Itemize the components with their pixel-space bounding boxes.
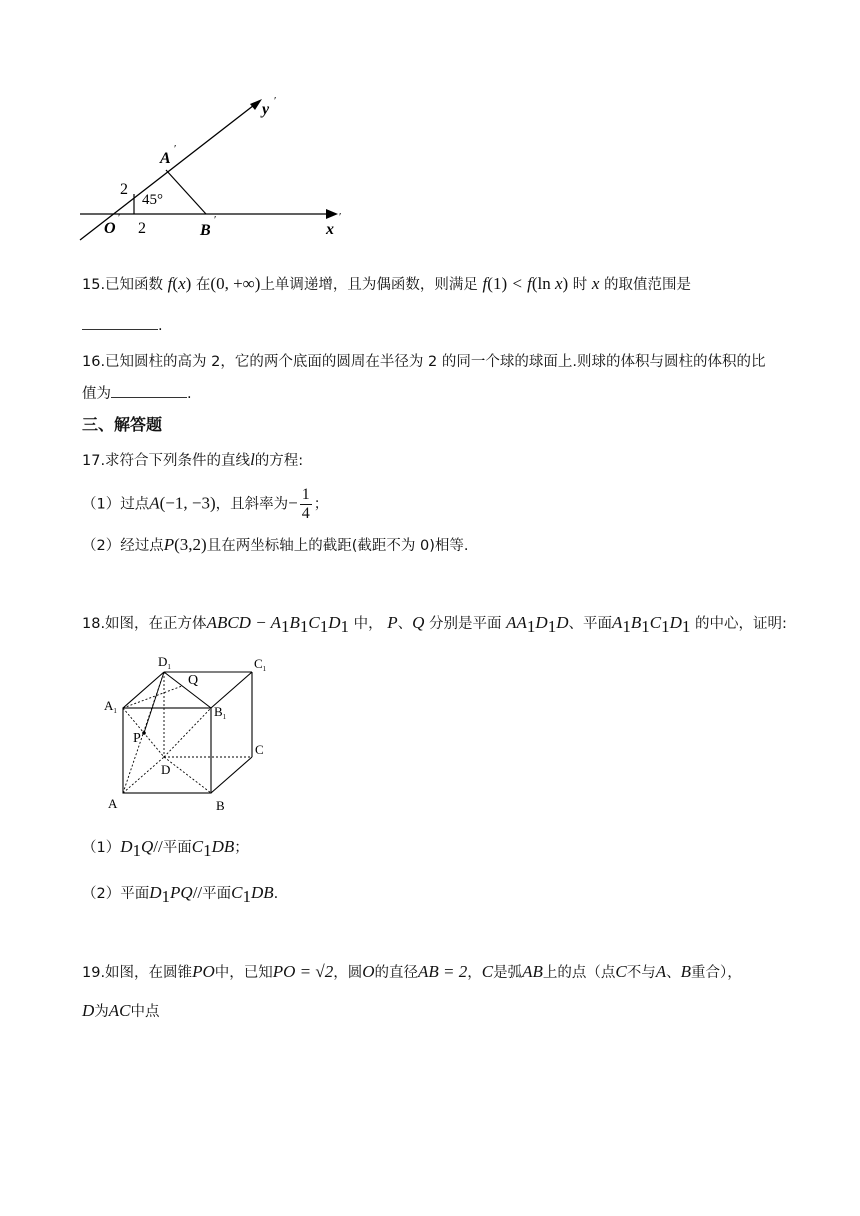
oblique-axes-figure (76, 90, 356, 250)
label-x: x (326, 221, 334, 238)
diagonal-d-b (164, 757, 211, 793)
label-d: D (161, 762, 171, 777)
question-15-answer-line: . (82, 314, 163, 338)
answer-blank-16[interactable] (111, 383, 187, 398)
answer-blank-15[interactable] (82, 315, 158, 330)
question-15: 15.已知函数 f(x) 在(0, +∞)上单调递增，且为偶函数，则满足 f(1) < f(ln x) 时 x 的取值范围是 (82, 274, 692, 293)
label-o: O (104, 220, 116, 237)
question-18: 18.如图，在正方体ABCD − $A_1B_1C_1D_1$ 中， P、Q 分别是平面 $AA_1D_1D$、平面$A_1B_1C_1D_1$ 的中心，证明: (82, 613, 787, 636)
label-b: B (200, 222, 211, 239)
question-18-part-1: $(1)D_1Q//$平面$C_1DB$； (82, 837, 249, 860)
diagonal-d-b1 (164, 708, 211, 757)
label-c1: $C_1$ (254, 656, 267, 673)
question-17-part-1: （1）过点A(−1, −3)，且斜率为− $\frac{1}{4}$ ； (82, 486, 329, 522)
label-a: A (160, 150, 171, 167)
label-a1: $A_1$ (104, 698, 117, 715)
slope-fraction: $\frac{1}{4}$ (301, 486, 310, 522)
interval: (0, +∞) (210, 274, 261, 293)
y-arrow (250, 99, 262, 110)
label-b1: $B_1$ (214, 704, 227, 721)
label-a-prime: ′ (174, 143, 177, 155)
label-p: P (133, 731, 141, 746)
edge-b-c (211, 757, 252, 793)
label-angle: 45° (142, 192, 163, 208)
question-17-part-2: （2）经过点P(3,2)且在两坐标轴上的截距(截距不为 0)相等. (82, 535, 469, 554)
question-17: 17.求符合下列条件的直线l的方程: (82, 450, 304, 469)
label-2-upper: 2 (120, 181, 128, 198)
label-o-prime: ′ (118, 212, 121, 224)
label-y: y (262, 101, 270, 118)
x-arrow (326, 209, 338, 219)
label-c: C (255, 742, 264, 757)
edge-b1-c1 (211, 672, 252, 708)
cube-figure (100, 652, 275, 814)
label-2-lower: 2 (138, 220, 146, 237)
label-y-prime: ′ (274, 95, 277, 107)
hidden-edge-a-d (123, 757, 164, 793)
segment-ab (166, 170, 206, 214)
label-x-prime: ′ (339, 211, 342, 223)
question-19-line2: D为AC中点 (82, 1001, 160, 1020)
label-b: B (216, 798, 225, 813)
section-title: 三、解答题 (82, 415, 163, 434)
point-p (142, 731, 146, 735)
label-b-prime: ′ (214, 214, 217, 226)
label-d1: $D_1$ (158, 654, 171, 671)
question-19: 19.如图，在圆锥PO中，已知PO = √2，圆O的直径AB = 2，C是弧AB上的点（点C不与A、B重合）， (82, 962, 742, 981)
question-18-part-2: （2）平面$D_1PQ//$平面$C_1DB$. (82, 883, 279, 906)
question-16: 16.已知圆柱的高为 2，它的两个底面的圆周在半径为 2 的同一个球的球面上.则球的体积与圆柱的体积的比 (82, 354, 766, 370)
label-a: A (108, 796, 118, 811)
question-16-line2: 值为 . (82, 382, 192, 406)
cube-front-face (123, 708, 211, 793)
label-q: Q (188, 673, 199, 688)
